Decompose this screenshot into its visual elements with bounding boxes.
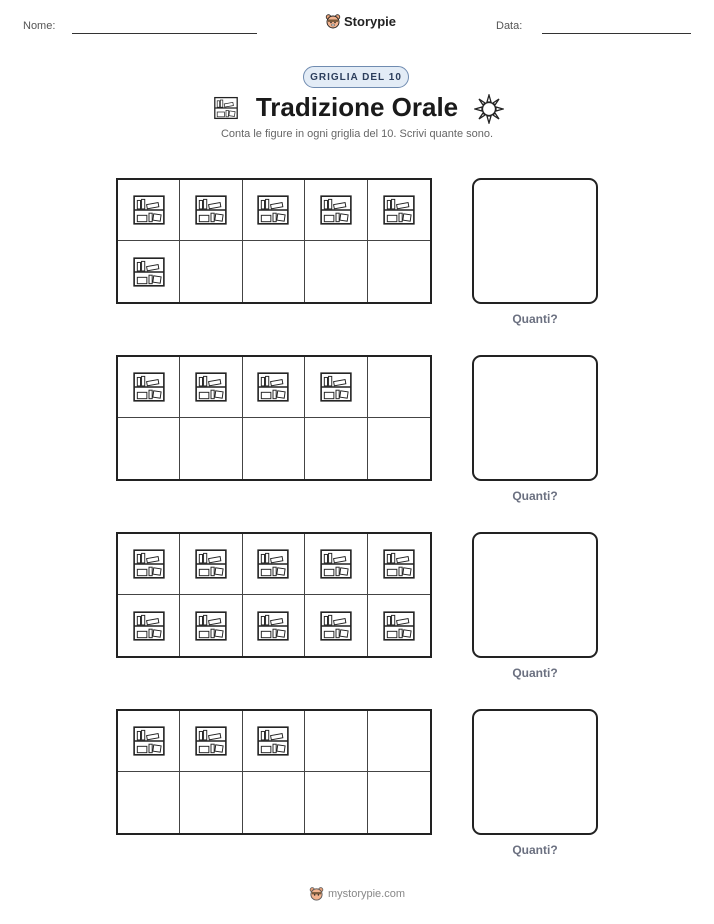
bookshelf-icon [319, 194, 353, 226]
frame-cell [305, 418, 367, 479]
name-label: Nome: [23, 20, 56, 32]
bookshelf-icon [213, 96, 239, 120]
frame-cell [368, 534, 430, 595]
sun-icon [474, 94, 504, 124]
ten-frame [116, 355, 432, 481]
frame-cell [368, 595, 430, 656]
bookshelf-icon [382, 194, 416, 226]
bookshelf-icon [319, 548, 353, 580]
frame-cell [180, 241, 242, 302]
bookshelf-icon [256, 194, 290, 226]
frame-cell [118, 180, 180, 241]
frame-cell [118, 711, 180, 772]
footer-url: mystorypie.com [327, 887, 406, 900]
frame-cell [243, 772, 305, 833]
bookshelf-icon [256, 725, 290, 757]
bookshelf-icon [132, 548, 166, 580]
frame-cell [305, 180, 367, 241]
frame-cell [180, 180, 242, 241]
bookshelf-icon [382, 548, 416, 580]
frame-cell [180, 595, 242, 656]
frame-cell [305, 534, 367, 595]
bookshelf-icon [319, 610, 353, 642]
frame-cell [180, 711, 242, 772]
frame-cell [368, 357, 430, 418]
answer-box[interactable] [472, 355, 598, 481]
date-line[interactable] [542, 33, 691, 34]
frame-cell [368, 418, 430, 479]
frame-cell [180, 534, 242, 595]
frame-cell [305, 711, 367, 772]
frame-cell [118, 772, 180, 833]
bookshelf-icon [382, 610, 416, 642]
frame-cell [305, 241, 367, 302]
frame-cell [243, 357, 305, 418]
frame-cell [118, 241, 180, 302]
frame-cell [118, 418, 180, 479]
storypie-bear-logo [325, 13, 341, 29]
date-label: Data: [496, 20, 523, 32]
ten-frame [116, 532, 432, 658]
frame-cell [368, 772, 430, 833]
frame-cell [243, 418, 305, 479]
storypie-bear-logo [309, 886, 324, 901]
frame-cell [305, 357, 367, 418]
frame-cell [243, 595, 305, 656]
footer [0, 886, 714, 901]
page-title: Tradizione Orale [255, 92, 459, 122]
bookshelf-icon [132, 610, 166, 642]
frame-cell [368, 180, 430, 241]
frame-cell [243, 241, 305, 302]
frame-cell [180, 357, 242, 418]
bookshelf-icon [194, 371, 228, 403]
ten-frame [116, 178, 432, 304]
frame-cell [118, 534, 180, 595]
frame-cell [118, 595, 180, 656]
bookshelf-icon [256, 610, 290, 642]
brand-name: Storypie [344, 13, 397, 29]
bookshelf-icon [194, 725, 228, 757]
frame-cell [368, 711, 430, 772]
title-row [0, 92, 714, 126]
brand [325, 13, 396, 29]
answer-box[interactable] [472, 178, 598, 304]
bookshelf-icon [132, 256, 166, 288]
frame-cell [368, 241, 430, 302]
answer-label: Quanti? [512, 489, 558, 503]
frame-cell [243, 180, 305, 241]
answer-label: Quanti? [512, 312, 558, 326]
frame-cell [305, 595, 367, 656]
answer-box[interactable] [472, 532, 598, 658]
frame-cell [180, 772, 242, 833]
ten-frame [116, 709, 432, 835]
worksheet-type-badge: GRIGLIA DEL 10 [303, 66, 409, 88]
answer-label: Quanti? [512, 843, 558, 857]
bookshelf-icon [194, 194, 228, 226]
frame-cell [243, 534, 305, 595]
bookshelf-icon [132, 371, 166, 403]
bookshelf-icon [256, 548, 290, 580]
frame-cell [118, 357, 180, 418]
bookshelf-icon [256, 371, 290, 403]
bookshelf-icon [194, 548, 228, 580]
bookshelf-icon [132, 725, 166, 757]
bookshelf-icon [319, 371, 353, 403]
instructions: Conta le figure in ogni griglia del 10. Scrivi quante sono. [220, 128, 494, 140]
frame-cell [180, 418, 242, 479]
answer-label: Quanti? [512, 666, 558, 680]
frame-cell [243, 711, 305, 772]
frame-cell [305, 772, 367, 833]
bookshelf-icon [132, 194, 166, 226]
answer-box[interactable] [472, 709, 598, 835]
bookshelf-icon [194, 610, 228, 642]
name-line[interactable] [72, 33, 257, 34]
